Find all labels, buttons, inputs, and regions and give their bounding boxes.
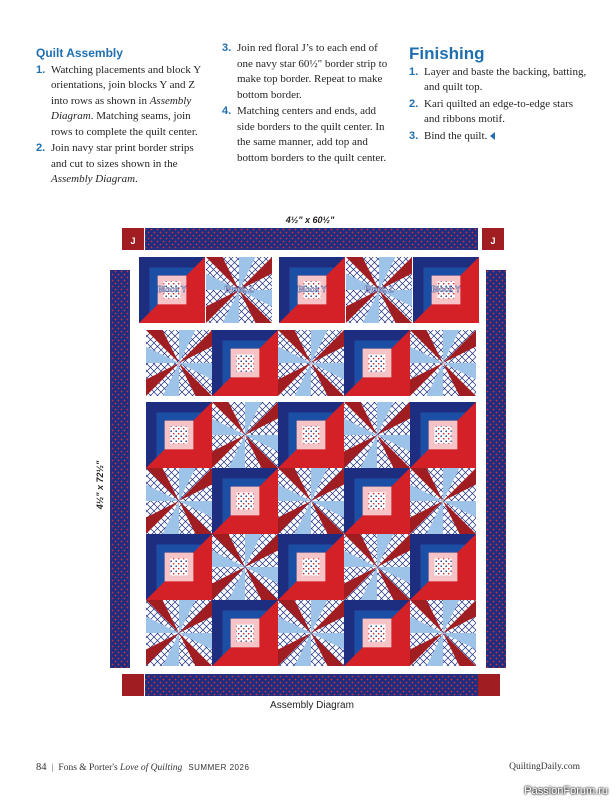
footer-separator: | [51,763,54,773]
block-z [146,600,212,666]
issue-season: SUMMER 2026 [188,763,250,772]
block-z [410,330,476,396]
block-y [212,600,278,666]
block-z [146,468,212,534]
block-y [410,534,476,600]
finishing-heading: Finishing [409,44,485,63]
top-border-strip [145,228,478,250]
block-label: Block Z [224,285,254,294]
step-number: 1. [36,63,46,76]
page-number: 84 [36,762,47,773]
block-z [212,534,278,600]
step-number: 4. [222,105,232,117]
step-text: Join red floral J’s to each end of one navy star 60½" border strip to make top border. Repeat to make bottom border. [237,42,388,101]
right-border-strip [486,270,506,668]
step-number: 2. [36,142,46,154]
block-y [344,600,410,666]
block-label: Block Y [431,285,461,294]
step-number: 1. [409,65,419,78]
block-y [278,534,344,600]
block-y [344,330,410,396]
step-text: Kari quilted an edge-to-edge stars and ribbons motif. [424,97,574,125]
left-border-strip [110,270,130,668]
block-z [344,534,410,600]
block-z [212,402,278,468]
watermark-text: PassionForum.ru [524,785,608,797]
block-y [212,468,278,534]
step-text: Bind the quilt. [424,129,488,142]
site-link[interactable]: QuiltingDaily.com [509,762,580,772]
corner-j-bottom-left [122,674,144,696]
step-text: Watching placements and block Y orientations, join blocks Y and Z into rows as shown in Assembly Diagram. Matching seams, join rows to complete the quilt center. [51,63,201,138]
bottom-border-strip [145,674,478,696]
top-border-size-label: 4½" x 60½" [285,215,335,225]
j-label: J [490,236,496,246]
quilt-assembly-heading: Quilt Assembly [36,46,123,60]
block-z [410,468,476,534]
step-text: Layer and baste the backing, batting, and quilt top. [424,65,587,93]
block-y [146,402,212,468]
magazine-prefix: Fons & Porter's [58,763,121,773]
block-y [212,330,278,396]
step-number: 3. [409,129,419,142]
block-z [278,330,344,396]
block-z [278,600,344,666]
block-label: Block Z [364,285,394,294]
step-number: 2. [409,97,419,110]
diagram-caption: Assembly Diagram [270,700,354,711]
block-z [278,468,344,534]
block-y [344,468,410,534]
step-number: 3. [222,42,232,54]
step-text: Matching centers and ends, add side borders to the quilt center. In the same manner, add top and bottom borders to the quilt center. [237,105,387,164]
block-z [410,600,476,666]
corner-j-bottom-right [478,674,500,696]
block-y [410,402,476,468]
side-border-size-label: 4½" x 72½" [95,460,105,510]
footer-left [36,762,249,773]
j-label: J [130,236,136,246]
magazine-title: Love of Quilting [120,763,183,773]
block-y [146,534,212,600]
quilt-blocks [139,257,479,666]
step-text: Join navy star print border strips and cut to sizes shown in the Assembly Diagram. [51,142,194,185]
block-y [278,402,344,468]
block-z [344,402,410,468]
block-label: Block Y [297,285,327,294]
block-label: Block Y [157,285,187,294]
block-z [146,330,212,396]
